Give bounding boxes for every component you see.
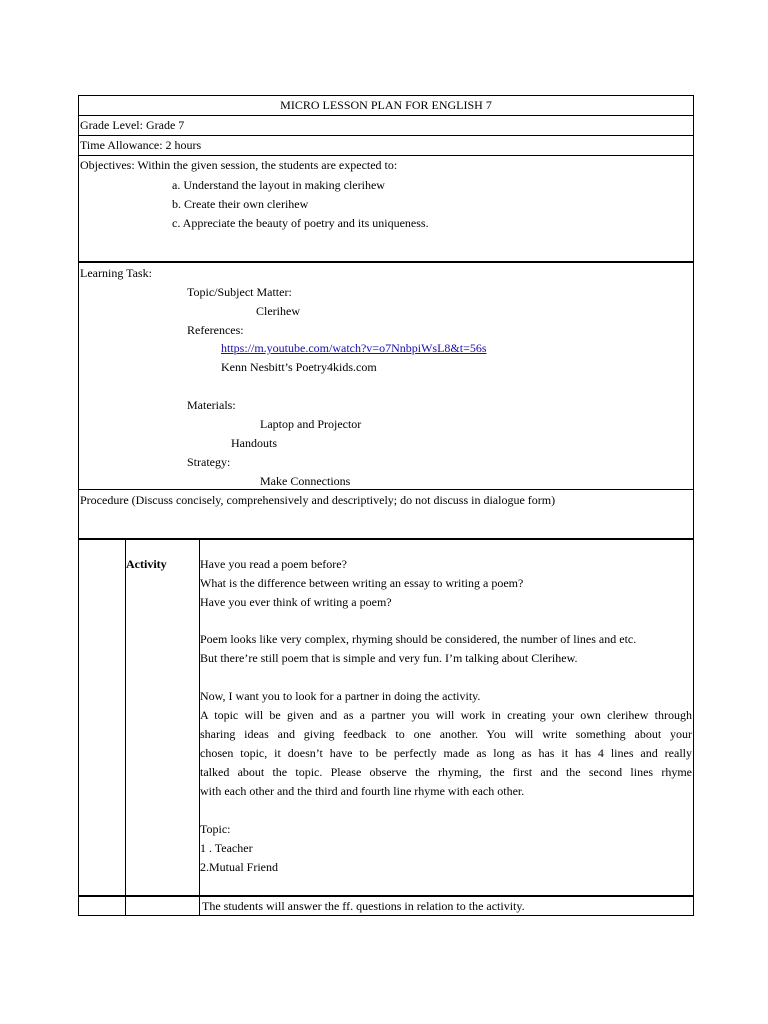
page-title: MICRO LESSON PLAN FOR ENGLISH 7: [280, 98, 492, 112]
activity-line: Topic:: [200, 822, 231, 836]
material-item: Laptop and Projector: [260, 417, 362, 431]
activity-line: A topic will be given and as a partner you will work in creating your own clerihew through: [200, 708, 692, 722]
column-divider: [125, 540, 126, 897]
learning-task-section: [78, 261, 694, 489]
activity-line: What is the difference between writing an essay to writing a poem?: [200, 576, 524, 590]
objective-item: c. Appreciate the beauty of poetry and its uniqueness.: [172, 216, 429, 230]
activity-line: Poem looks like very complex, rhyming should be considered, the number of lines and etc.: [200, 632, 637, 646]
time-allowance: Time Allowance: 2 hours: [80, 138, 202, 152]
activity-line: Have you ever think of writing a poem?: [200, 595, 392, 609]
activity-line: chosen topic, it doesn’t have to be perfectly made as long as has it has 4 lines and really: [200, 746, 692, 760]
materials-label: Materials:: [187, 398, 236, 412]
column-divider: [125, 897, 126, 916]
activity-line: 1 . Teacher: [200, 841, 253, 855]
time-allowance-row: [78, 135, 694, 155]
strategy-label: Strategy:: [187, 455, 231, 469]
reference-text: Kenn Nesbitt’s Poetry4kids.com: [221, 360, 377, 374]
objectives-intro: Objectives: Within the given session, the students are expected to:: [80, 158, 398, 172]
activity-line: 2.Mutual Friend: [200, 860, 278, 874]
topic-label: Topic/Subject Matter:: [187, 285, 292, 299]
analysis-text: The students will answer the ff. questions in relation to the activity.: [202, 899, 525, 913]
activity-row: [78, 538, 694, 895]
procedure-section: [78, 489, 694, 538]
reference-link[interactable]: https://m.youtube.com/watch?v=o7NnbpiWsL8&t=56s: [221, 341, 487, 355]
material-item: Handouts: [231, 436, 277, 450]
objectives-section: [78, 155, 694, 261]
activity-line: Have you read a poem before?: [200, 557, 347, 571]
references-label: References:: [187, 323, 244, 337]
grade-level: Grade Level: Grade 7: [80, 118, 185, 132]
column-divider: [199, 897, 200, 916]
activity-line: Now, I want you to look for a partner in doing the activity.: [200, 689, 481, 703]
procedure-heading: Procedure (Discuss concisely, comprehensively and descriptively; do not discuss in dialogue form): [80, 493, 556, 507]
strategy-value: Make Connections: [260, 474, 351, 488]
objective-item: b. Create their own clerihew: [172, 197, 309, 211]
analysis-row: [78, 895, 694, 916]
activity-line: But there’re still poem that is simple and very fun. I’m talking about Clerihew.: [200, 651, 578, 665]
activity-line: with each other and the third and fourth line rhyme with each other.: [200, 784, 525, 798]
objective-item: a. Understand the layout in making clerihew: [172, 178, 385, 192]
learning-task-heading: Learning Task:: [80, 266, 152, 280]
activity-label: Activity: [126, 557, 167, 571]
activity-line: sharing ideas and giving feedback to one another. You will write something about your: [200, 727, 692, 741]
topic-value: Clerihew: [256, 304, 300, 318]
activity-line: talked about the topic. Please observe the rhyming, the first and the second lines rhyme: [200, 765, 692, 779]
grade-level-row: [78, 115, 694, 135]
title-row: [78, 95, 694, 115]
